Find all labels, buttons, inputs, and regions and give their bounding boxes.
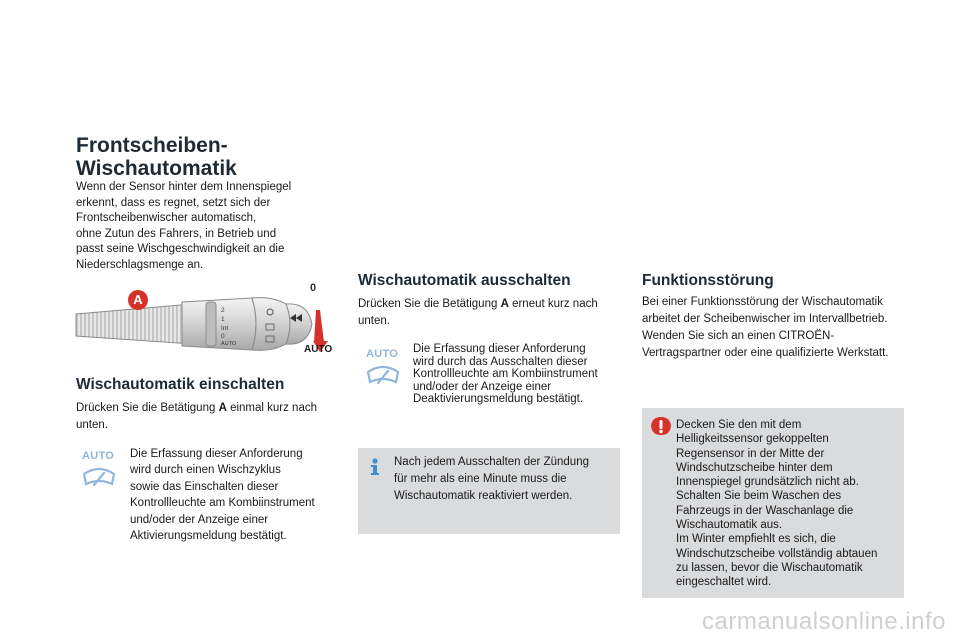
- page-title: Frontscheiben- Wischautomatik: [76, 134, 237, 180]
- intro-paragraph: Wenn der Sensor hinter dem Innenspiegel erkennt, dass es regnet, setzt sich der Frontscheibenwischer automatisch, ohne Zutun des Fahrers, in Betrieb und passt seine Wischgeschwindigkeit an die Niederschlagsmenge an.: [76, 181, 292, 271]
- position-auto-label: AUTO: [304, 344, 333, 355]
- stalk-label-2: 2: [221, 307, 225, 314]
- auto-indicator-label: AUTO: [82, 450, 115, 462]
- ausschalten-confirmation: Die Erfassung dieser Anforderung wird durch das Ausschalten dieser Kontrollleuchte am Kombiinstrument und/oder der Anzeige einer Deaktivierungsmeldung bestätigt.: [413, 343, 598, 405]
- section-heading-einschalten: Wischautomatik einschalten: [76, 376, 285, 393]
- instruction-text: Drücken Sie die Betätigung: [76, 402, 219, 414]
- info-icon: [368, 458, 382, 476]
- instruction-text-end: erneut kurz nach unten.: [358, 298, 598, 327]
- section-heading-ausschalten: Wischautomatik ausschalten: [358, 272, 571, 289]
- warning-box: [642, 408, 904, 598]
- einschalten-confirmation: Die Erfassung dieser Anforderung wird durch einen Wischzyklus sowie das Einschalten dieser Kontrollleuchte am Kombiinstrument und/oder der Anzeige einer Aktivierungsmeldung bestätigt.: [130, 448, 315, 543]
- auto-indicator-on: [82, 450, 118, 490]
- warning-text: Decken Sie den mit dem Helligkeitssensor gekoppelten Regensensor in der Mitte der Windschutzscheibe hinter dem Innenspiegel grundsätzlich nicht ab. Schalten Sie beim Waschen des Fahrzeugs in der Waschanlage die Wischautomatik aus. Im Winter empfiehlt es sich, die Windschutzscheibe vollständig abtauen zu lassen, bevor die Wischautomatik eingeschaltet wird.: [676, 419, 878, 589]
- wiper-stalk-illustration: [72, 284, 342, 364]
- stalk-label-1: 1: [221, 316, 225, 323]
- auto-indicator-label: AUTO: [366, 348, 399, 360]
- stalk-label-auto: AUTO: [221, 341, 237, 347]
- ausschalten-instruction: [358, 296, 623, 330]
- stalk-label-int: Int: [221, 325, 229, 332]
- position-0-label: 0: [310, 282, 317, 294]
- control-a-ref: A: [218, 402, 227, 414]
- watermark: carmanualsonline.info: [702, 608, 946, 635]
- section-heading-stoerung: Funktionsstörung: [642, 272, 774, 289]
- wiper-windscreen-icon: [82, 464, 116, 490]
- stalk-label-0: 0: [221, 333, 225, 340]
- wiper-stalk-drawing: [72, 284, 342, 364]
- info-note-text: Nach jedem Ausschalten der Zündung für mehr als eine Minute muss die Wischautomatik reaktiviert werden.: [394, 456, 589, 502]
- instruction-text-end: einmal kurz nach unten.: [76, 402, 317, 431]
- stoerung-text: Bei einer Funktionsstörung der Wischautomatik arbeitet der Scheibenwischer im Intervallbetrieb. Wenden Sie sich an einen CITROËN-Vertragspartner oder eine qualifizierte Werkstatt.: [642, 296, 889, 359]
- einschalten-instruction: [76, 400, 336, 434]
- auto-indicator-off: [366, 348, 402, 388]
- instruction-text: Drücken Sie die Betätigung: [358, 298, 501, 310]
- warning-icon: [650, 416, 672, 436]
- info-note-box: [358, 448, 620, 534]
- callout-a-badge: A: [128, 290, 148, 310]
- wiper-windscreen-icon: [366, 362, 400, 388]
- control-a-ref: A: [500, 298, 509, 310]
